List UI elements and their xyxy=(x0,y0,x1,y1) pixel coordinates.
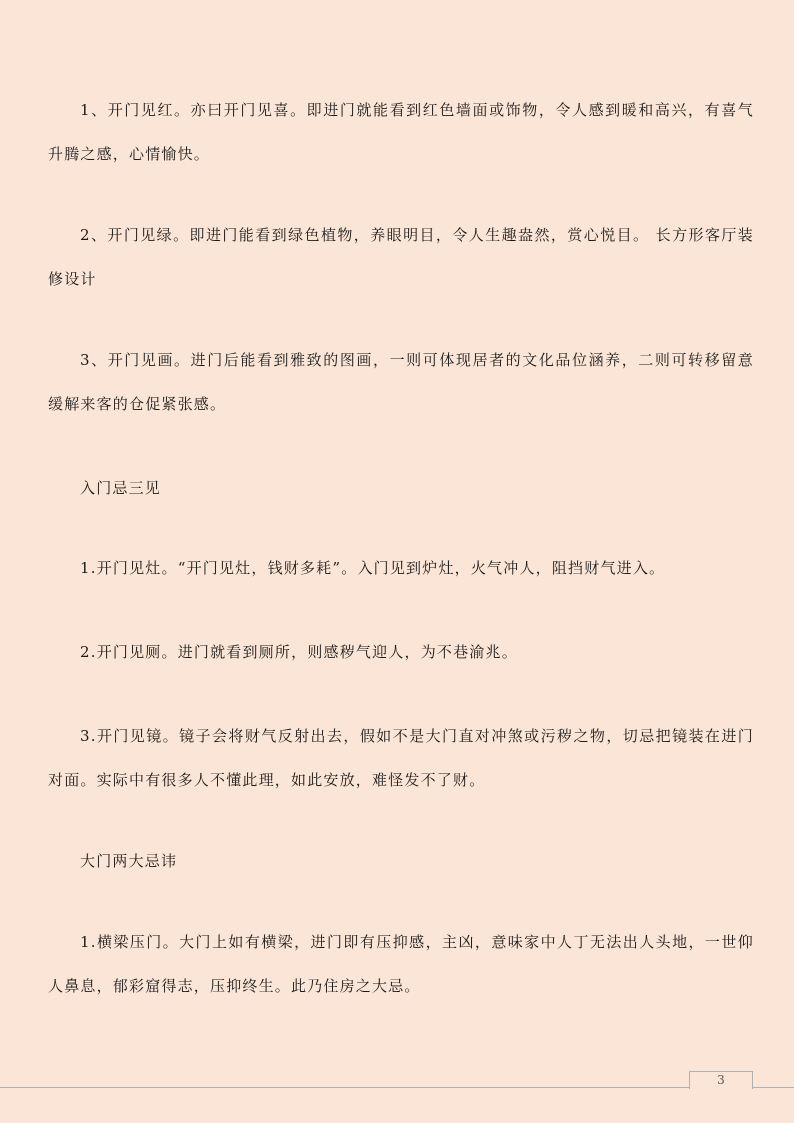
paragraph-toilet-taboo: 2.开门见厕。进门就看到厕所，则感秽气迎人，为不巷渝兆。 xyxy=(80,643,518,661)
paragraph-open-door-painting: 3、开门见画。进门后能看到雅致的图画，一则可体现居者的文化品位涵养，二则可转移留意缓解来客的仓促紧张感。 xyxy=(48,351,754,413)
paragraph-stove-taboo: 1.开门见灶。“开门见灶，钱财多耗”。入门见到炉灶，火气冲人，阻挡财气进入。 xyxy=(80,559,666,577)
paragraph-beam-taboo: 1.横梁压门。大门上如有横梁，进门即有压抑感，主凶，意味家中人丁无法出人头地，一世仰人鼻息，郁彩窟得志，压抑终生。此乃住房之大忌。 xyxy=(48,933,754,995)
paragraph-mirror-taboo: 3.开门见镜。镜子会将财气反射出去，假如不是大门直对冲煞或污秽之物，切忌把镜装在进门对面。实际中有很多人不懂此理，如此安放，难怪发不了财。 xyxy=(48,727,754,789)
page-number: 3 xyxy=(689,1071,753,1089)
section-heading-three-taboos: 入门忌三见 xyxy=(80,479,162,497)
footer-divider xyxy=(0,1087,794,1088)
section-heading-two-taboos: 大门两大忌讳 xyxy=(80,852,178,870)
paragraph-open-door-green: 2、开门见绿。即进门能看到绿色植物，养眼明目，令人生趣盎然，赏心悦目。 长方形客厅装修设计 xyxy=(48,226,754,288)
paragraph-open-door-red: 1、开门见红。亦曰开门见喜。即进门就能看到红色墙面或饰物，令人感到暖和高兴，有喜气升腾之感，心情愉快。 xyxy=(48,101,754,163)
